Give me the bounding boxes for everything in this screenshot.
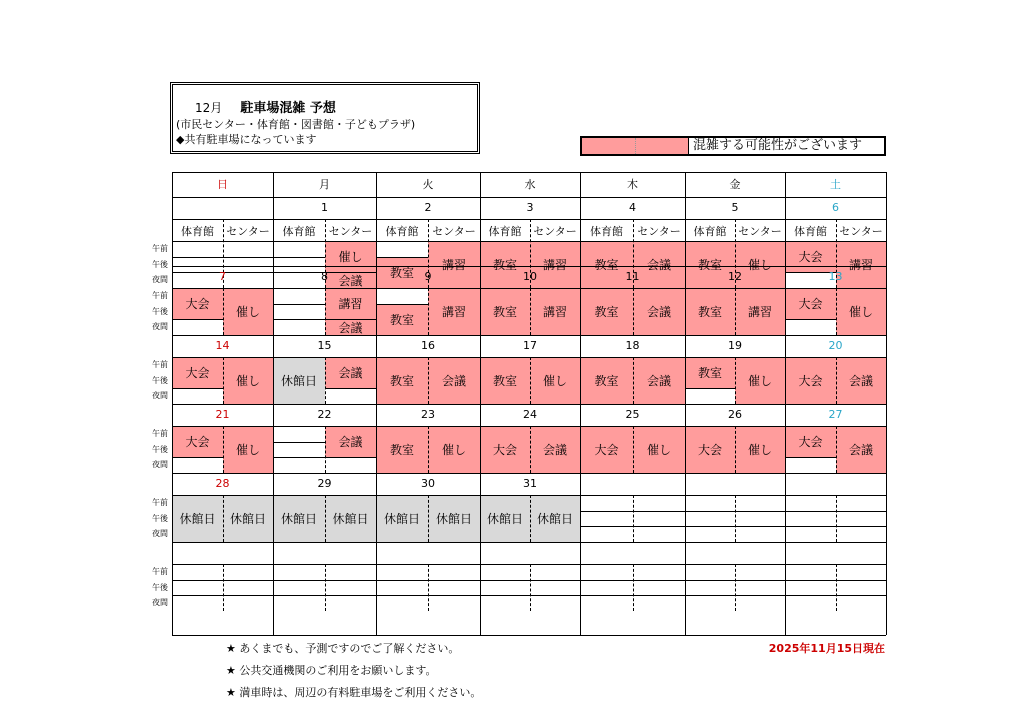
day-number: 17 <box>523 339 537 352</box>
slot-divider <box>735 564 736 611</box>
slot-line <box>376 257 428 258</box>
gym-slot: 大会 <box>172 357 223 388</box>
slot-line <box>633 511 685 512</box>
gym-slot: 教室 <box>376 357 428 404</box>
slot-divider <box>223 564 224 611</box>
center-slot: 催し <box>735 426 785 473</box>
gym-slot <box>480 564 530 611</box>
slot-divider <box>325 495 326 542</box>
center-slot: 講習 <box>735 288 785 335</box>
center-slot: 催し <box>530 357 580 404</box>
day-number: 25 <box>625 408 640 421</box>
center-slot <box>836 495 886 542</box>
day-line <box>172 288 886 289</box>
slot-divider <box>428 357 429 404</box>
time-label: 夜間 <box>152 598 168 607</box>
slot-line <box>325 388 376 389</box>
slot-divider <box>836 357 837 404</box>
slot-line <box>376 580 428 581</box>
slot-line <box>836 526 886 527</box>
time-label: 午後 <box>152 306 168 316</box>
gym-slot: 教室 <box>580 241 633 288</box>
slot-line <box>785 580 836 581</box>
slot-line <box>376 304 428 305</box>
slot-divider <box>836 495 837 542</box>
slot-divider <box>530 564 531 611</box>
time-label: 夜間 <box>152 529 168 538</box>
subheader-gym: 体育館 <box>385 225 419 238</box>
slot-line <box>325 580 376 581</box>
slot-divider <box>735 495 736 542</box>
legend-label: 混雑する可能性がございます <box>693 138 863 153</box>
slot-divider <box>836 426 837 473</box>
time-label: 午前 <box>152 244 168 253</box>
gym-slot: 教室 <box>480 288 530 335</box>
slot-divider <box>735 288 736 335</box>
calendar-grid <box>172 172 886 635</box>
center-slot <box>633 495 685 542</box>
subheader-center: センター <box>328 225 373 238</box>
slot-line <box>685 526 735 527</box>
note-2: ★ 公共交通機関のご利用をお願いします。 <box>226 664 437 677</box>
center-slot: 会議 <box>836 426 886 473</box>
center-slot: 講習 <box>530 241 580 288</box>
column-line <box>480 172 481 635</box>
gym-slot: 教室 <box>480 357 530 404</box>
gym-slot <box>580 495 633 542</box>
slot-line <box>735 511 785 512</box>
gym-slot: 休館日 <box>376 495 428 542</box>
weekday-header: 月 <box>319 178 330 191</box>
day-number: 4 <box>629 201 636 214</box>
center-slot <box>223 564 273 611</box>
weekday-header: 日 <box>217 178 228 191</box>
gym-slot: 休館日 <box>172 495 223 542</box>
subheader-center: センター <box>432 225 476 238</box>
slot-line <box>580 595 633 596</box>
slot-line <box>785 595 836 596</box>
slot-line <box>223 257 273 258</box>
week-line <box>172 335 886 336</box>
day-number: 23 <box>421 408 435 421</box>
center-slot: 休館日 <box>223 495 273 542</box>
center-slot-night: 会議 <box>325 319 376 335</box>
subheader-center: センター <box>738 225 782 238</box>
day-number: 30 <box>421 477 435 490</box>
slot-divider <box>428 288 429 335</box>
center-slot <box>530 564 580 611</box>
time-label: 夜間 <box>152 275 168 284</box>
gym-slot <box>785 564 836 611</box>
slot-divider <box>530 357 531 404</box>
center-slot: 休館日 <box>530 495 580 542</box>
center-slot-day: 講習 <box>325 288 376 319</box>
center-slot: 会議 <box>633 357 685 404</box>
slot-divider <box>325 426 326 473</box>
page-title <box>195 97 336 116</box>
slot-line <box>223 595 273 596</box>
day-number: 13 <box>828 270 843 283</box>
slot-divider <box>530 426 531 473</box>
weekday-header: 木 <box>627 178 638 191</box>
slot-line <box>580 511 633 512</box>
slot-line <box>172 580 223 581</box>
subheader-gym: 体育館 <box>488 225 522 238</box>
gym-slot: 教室 <box>685 241 735 288</box>
time-label: 夜間 <box>152 322 168 331</box>
center-slot: 講習 <box>428 241 480 288</box>
gym-slot <box>785 495 836 542</box>
subheader-center: センター <box>839 225 883 238</box>
gym-slot <box>376 564 428 611</box>
month-label: 12月 <box>195 101 223 115</box>
weekday-header: 金 <box>729 178 741 191</box>
column-line <box>886 172 887 635</box>
slot-line <box>428 595 480 596</box>
column-line <box>580 172 581 635</box>
center-slot: 催し <box>633 426 685 473</box>
slot-divider <box>223 495 224 542</box>
column-line <box>785 172 786 635</box>
center-slot: 休館日 <box>428 495 480 542</box>
day-number: 5 <box>731 201 739 214</box>
subheader-center: センター <box>533 225 577 238</box>
day-line <box>172 219 886 220</box>
time-label: 午後 <box>152 513 168 523</box>
slot-line <box>633 580 685 581</box>
time-label: 午前 <box>152 291 168 300</box>
note-1: ★ あくまでも、予測ですのでご了解ください。 <box>226 642 460 655</box>
center-slot: 催し <box>223 357 273 404</box>
day-number: 20 <box>828 339 843 352</box>
weekday-header: 火 <box>422 178 434 191</box>
time-label: 午前 <box>152 429 168 438</box>
slot-divider <box>836 288 837 335</box>
slot-line <box>480 595 530 596</box>
center-slot: 休館日 <box>325 495 376 542</box>
center-slot: 会議 <box>325 357 376 388</box>
day-number: 10 <box>523 270 537 283</box>
gym-slot: 休館日 <box>480 495 530 542</box>
slot-divider <box>735 426 736 473</box>
slot-line <box>273 319 325 320</box>
slot-line <box>273 257 325 258</box>
column-line <box>376 172 377 635</box>
slot-divider <box>633 288 634 335</box>
slot-line <box>580 580 633 581</box>
slot-line <box>836 511 886 512</box>
gym-slot: 教室 <box>580 357 633 404</box>
day-line <box>172 426 886 427</box>
day-number: 7 <box>219 270 226 283</box>
slot-divider <box>428 564 429 611</box>
gym-slot <box>273 288 325 335</box>
center-slot: 講習 <box>530 288 580 335</box>
day-number: 29 <box>317 477 332 490</box>
slot-divider <box>223 288 224 335</box>
legend-swatch <box>582 138 689 154</box>
day-number: 18 <box>625 339 640 352</box>
center-slot-night: 会議 <box>325 272 376 288</box>
slot-divider <box>428 495 429 542</box>
title-main: 駐車場混雑 予想 <box>240 101 336 116</box>
slot-line <box>685 388 735 389</box>
slot-line <box>580 526 633 527</box>
week-line <box>172 473 886 474</box>
center-slot: 催し <box>735 241 785 288</box>
center-slot: 催し <box>223 426 273 473</box>
week-line <box>172 266 886 267</box>
slot-line <box>685 580 735 581</box>
slot-line <box>325 595 376 596</box>
day-number: 9 <box>424 270 432 283</box>
slot-line <box>172 595 223 596</box>
time-label: 午後 <box>152 259 168 269</box>
time-label: 夜間 <box>152 391 168 400</box>
gym-slot: 大会 <box>172 288 223 319</box>
column-line <box>685 172 686 635</box>
slot-line <box>172 388 223 389</box>
gym-slot <box>172 564 223 611</box>
day-number: 16 <box>421 339 435 352</box>
day-number: 8 <box>321 270 328 283</box>
day-number: 31 <box>523 477 537 490</box>
slot-divider <box>428 426 429 473</box>
day-number: 1 <box>321 201 328 214</box>
slot-line <box>785 511 836 512</box>
slot-line <box>685 511 735 512</box>
gym-slot: 教室 <box>376 426 428 473</box>
slot-divider <box>633 564 634 611</box>
grid-top <box>172 172 886 173</box>
center-slot: 会議 <box>325 426 376 457</box>
gym-slot: 教室 <box>376 304 428 335</box>
center-slot <box>633 564 685 611</box>
slot-divider <box>633 495 634 542</box>
slot-line <box>376 595 428 596</box>
center-slot <box>735 564 785 611</box>
day-number: 26 <box>728 408 742 421</box>
day-number: 3 <box>526 201 534 214</box>
gym-slot: 大会 <box>785 357 836 404</box>
weekday-header: 水 <box>524 178 536 191</box>
center-slot: 催し <box>836 288 886 335</box>
slot-divider <box>633 426 634 473</box>
slot-line <box>633 595 685 596</box>
center-slot: 催し <box>428 426 480 473</box>
time-label: 午前 <box>152 498 168 507</box>
gym-slot <box>273 426 325 473</box>
slot-line <box>685 595 735 596</box>
day-number: 14 <box>215 339 230 352</box>
day-number: 12 <box>728 270 742 283</box>
slot-line <box>735 595 785 596</box>
slot-line <box>325 457 376 458</box>
center-slot <box>836 564 886 611</box>
gym-slot <box>685 564 735 611</box>
day-number: 11 <box>625 270 640 283</box>
center-slot: 会議 <box>530 426 580 473</box>
slot-line <box>223 580 273 581</box>
day-line <box>172 495 886 496</box>
gym-slot: 教室 <box>685 357 735 388</box>
gym-slot: 大会 <box>580 426 633 473</box>
slot-divider <box>530 288 531 335</box>
center-slot: 会議 <box>428 357 480 404</box>
gym-slot: 教室 <box>376 257 428 288</box>
center-slot: 会議 <box>633 288 685 335</box>
subheader-center: センター <box>637 225 681 238</box>
time-label: 夜間 <box>152 460 168 469</box>
column-line <box>172 172 173 635</box>
slot-line <box>428 580 480 581</box>
center-slot <box>325 564 376 611</box>
title-box <box>170 82 480 154</box>
day-number: 22 <box>317 408 332 421</box>
slot-line <box>480 580 530 581</box>
gym-slot: 大会 <box>785 288 836 319</box>
slot-divider <box>223 426 224 473</box>
subheader-gym: 体育館 <box>693 225 727 238</box>
day-number: 27 <box>828 408 843 421</box>
center-slot: 会議 <box>836 357 886 404</box>
slot-line <box>273 595 325 596</box>
slot-divider <box>530 495 531 542</box>
time-label: 午後 <box>152 444 168 454</box>
day-number: 6 <box>832 201 839 214</box>
slot-line <box>785 319 836 320</box>
gym-slot: 教室 <box>685 288 735 335</box>
time-label: 午前 <box>152 360 168 369</box>
gym-slot: 休館日 <box>273 495 325 542</box>
center-slot <box>735 495 785 542</box>
day-number: 2 <box>424 201 432 214</box>
slot-line <box>633 526 685 527</box>
subheader-gym: 体育館 <box>794 225 827 238</box>
slot-divider <box>325 288 326 335</box>
slot-line <box>785 526 836 527</box>
slot-line <box>530 580 580 581</box>
slot-line <box>836 595 886 596</box>
slot-line <box>172 457 223 458</box>
center-slot: 催し <box>735 357 785 404</box>
shared-parking-note: ◆共有駐車場になっています <box>176 133 317 146</box>
slot-line <box>735 526 785 527</box>
subheader-gym: 体育館 <box>590 225 623 238</box>
column-line <box>273 172 274 635</box>
subheader-line <box>172 241 886 242</box>
slot-divider <box>223 357 224 404</box>
center-slot-day: 催し <box>325 241 376 272</box>
gym-slot <box>580 564 633 611</box>
gym-slot: 大会 <box>785 241 836 272</box>
center-slot: 講習 <box>836 241 886 288</box>
slot-line <box>735 580 785 581</box>
day-number: 24 <box>523 408 537 421</box>
time-label: 午後 <box>152 582 168 592</box>
center-slot <box>428 564 480 611</box>
slot-divider <box>633 357 634 404</box>
note-3: ★ 満車時は、周辺の有料駐車場をご利用ください。 <box>226 686 482 699</box>
gym-slot: 大会 <box>172 426 223 457</box>
day-number: 15 <box>317 339 332 352</box>
week-line <box>172 542 886 543</box>
facilities-text: (市民センター・体育館・図書館・子どもプラザ) <box>176 118 416 131</box>
time-label: 午前 <box>152 567 168 576</box>
slot-divider <box>735 357 736 404</box>
gym-slot: 大会 <box>685 426 735 473</box>
gym-slot: 休館日 <box>273 357 325 404</box>
subheader-center: センター <box>226 225 270 238</box>
slot-divider <box>325 357 326 404</box>
grid-bottom <box>172 635 886 636</box>
week-line <box>172 197 886 198</box>
day-line <box>172 357 886 358</box>
time-label: 午後 <box>152 375 168 385</box>
subheader-gym: 体育館 <box>282 225 316 238</box>
slot-line <box>785 457 836 458</box>
legend <box>580 136 886 156</box>
gym-slot: 教室 <box>580 288 633 335</box>
slot-line <box>273 442 325 443</box>
slot-line <box>273 580 325 581</box>
weekday-header: 土 <box>830 178 841 191</box>
slot-line <box>836 580 886 581</box>
gym-slot <box>273 564 325 611</box>
slot-line <box>273 304 325 305</box>
slot-line <box>172 257 223 258</box>
day-number: 28 <box>215 477 230 490</box>
center-slot: 講習 <box>428 288 480 335</box>
slot-divider <box>325 564 326 611</box>
subheader-gym: 体育館 <box>181 225 214 238</box>
day-number: 19 <box>728 339 742 352</box>
slot-line <box>530 595 580 596</box>
gym-slot: 大会 <box>785 426 836 457</box>
center-slot: 催し <box>223 288 273 335</box>
slot-line <box>172 319 223 320</box>
week-line <box>172 404 886 405</box>
slot-divider <box>836 564 837 611</box>
day-line <box>172 564 886 565</box>
center-slot: 会議 <box>633 241 685 288</box>
gym-slot <box>685 495 735 542</box>
as-of-date: 2025年11月15日現在 <box>768 642 885 655</box>
slot-line <box>273 457 325 458</box>
gym-slot: 教室 <box>480 241 530 288</box>
day-number: 21 <box>215 408 230 421</box>
gym-slot: 大会 <box>480 426 530 473</box>
